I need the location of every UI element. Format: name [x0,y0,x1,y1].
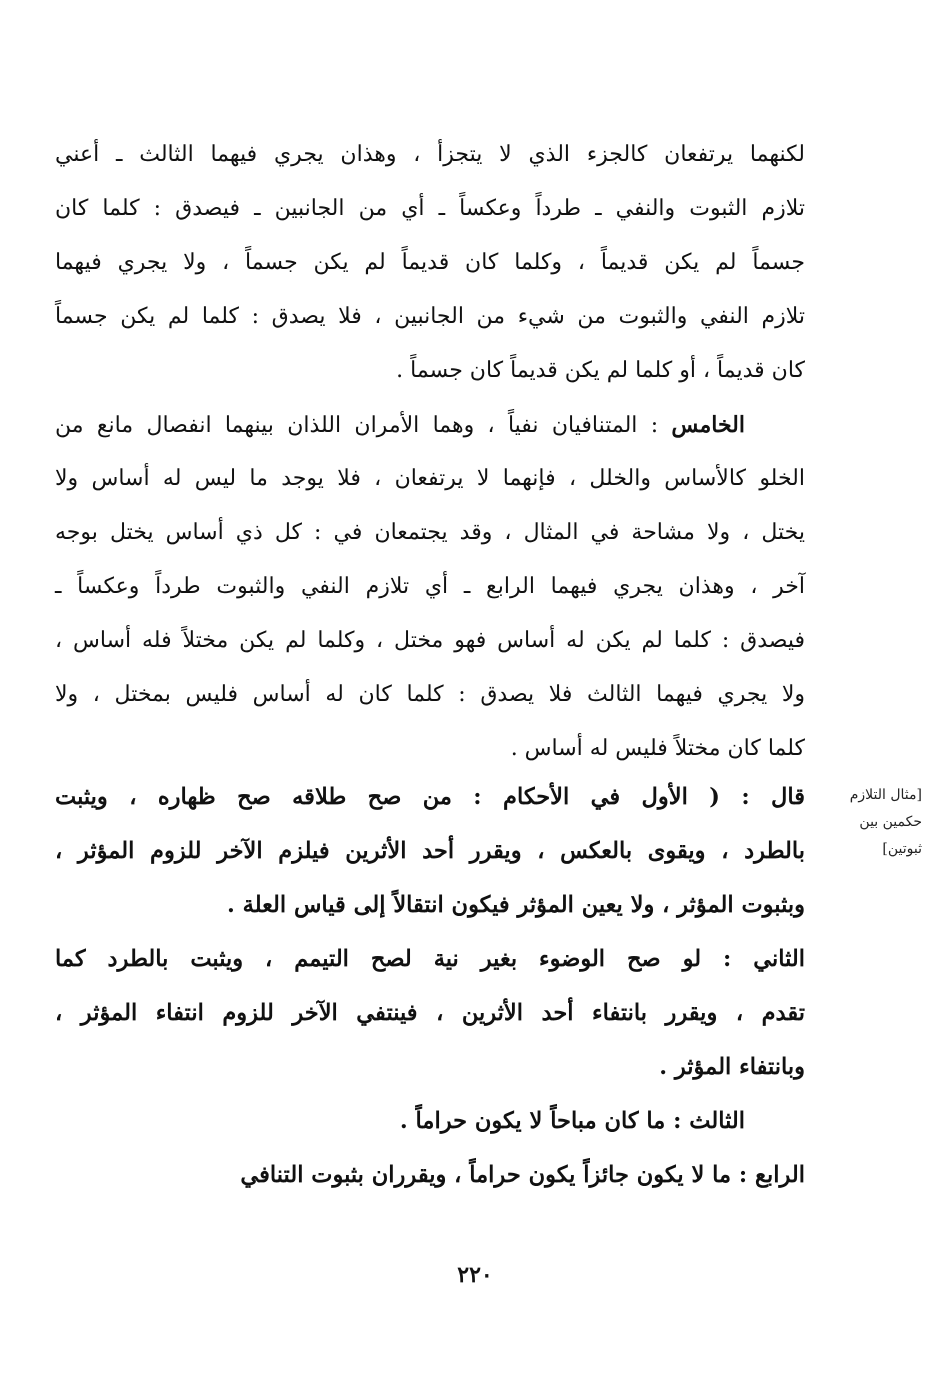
text-line: وبانتفاء المؤثر . [659,1054,805,1080]
text-line: قال : ( الأول في الأحكام : من صح طلاقه صح ظهاره ، ويثبت [55,784,805,810]
paragraph-fifth [55,398,805,776]
text-line: كلما كان مختلاً فليس له أساس . [510,736,805,761]
text-line: بالطرد ، ويقوى بالعكس ، ويقرر أحد الأثرين فيلزم الآخر للزوم المؤثر ، [55,838,805,864]
page-number: ٢٢٠ [457,1262,493,1288]
matn-quotation [55,770,805,1202]
text-line: تلازم النفي والثبوت من شيء من الجانبين ، فلا يصدق : كلما لم يكن جسماً [55,304,805,329]
text-line: لكنهما يرتفعان كالجزء الذي لا يتجزأ ، وهذان يجري فيهما الثالث ـ أعني [55,142,805,167]
text-line: فيصدق : كلما لم يكن له أساس فهو مختل ، وكلما لم يكن مختلاً فله أساس ، [55,628,805,653]
text-line: وبثبوت المؤثر ، ولا يعين المؤثر فيكون انتقالاً إلى قياس العلة . [226,892,805,918]
text-line: يختل ، ولا مشاحة في المثال ، وقد يجتمعان في : كل ذي أساس يختل بوجه [55,520,805,545]
margin-note-line: ثبوتين] [882,841,922,857]
text-line: جسماً لم يكن قديماً ، وكلما كان قديماً لم يكن جسماً ، ولا يجري فيهما [55,250,805,275]
margin-note-line: حكمين بين [859,814,922,830]
text-line: تقدم ، ويقرر بانتفاء أحد الأثرين ، فينتفي الآخر للزوم انتفاء المؤثر ، [55,1000,805,1026]
text-line: كان قديماً ، أو كلما لم يكن قديماً كان جسماً . [396,358,805,383]
text-line: تلازم الثبوت والنفي ـ طرداً وعكساً ـ أي من الجانبين ـ فيصدق : كلما كان [55,196,805,221]
text-line: الثاني : لو صح الوضوء بغير نية لصح التيمم ، ويثبت بالطرد كما [55,946,805,972]
paragraph-continuation [55,128,805,398]
margin-note-line: [مثال التلازم [849,787,922,803]
text-line: الخلو كالأساس والخلل ، فإنهما لا يرتفعان ، فلا يوجد ما ليس له أساس ولا [55,466,805,491]
margin-note [812,782,922,863]
paragraph-heading: الخامس [671,412,745,438]
text-line: ولا يجري فيهما الثالث فلا يصدق : كلما كان له أساس فليس بمختل ، ولا [55,682,805,707]
text-line: الرابع : ما لا يكون جائزاً يكون حراماً ، ويقرران بثبوت التنافي [240,1162,805,1188]
text-line: آخر ، وهذان يجري فيهما الرابع ـ أي تلازم النفي والثبوت طرداً وعكساً ـ [55,574,805,599]
text-span: : المتنافيان نفياً ، وهما الأمران اللذان بينهما انفصال مانع من [55,413,659,438]
text-line: الثالث : ما كان مباحاً لا يكون حراماً . [399,1108,745,1134]
text-line [55,398,805,452]
